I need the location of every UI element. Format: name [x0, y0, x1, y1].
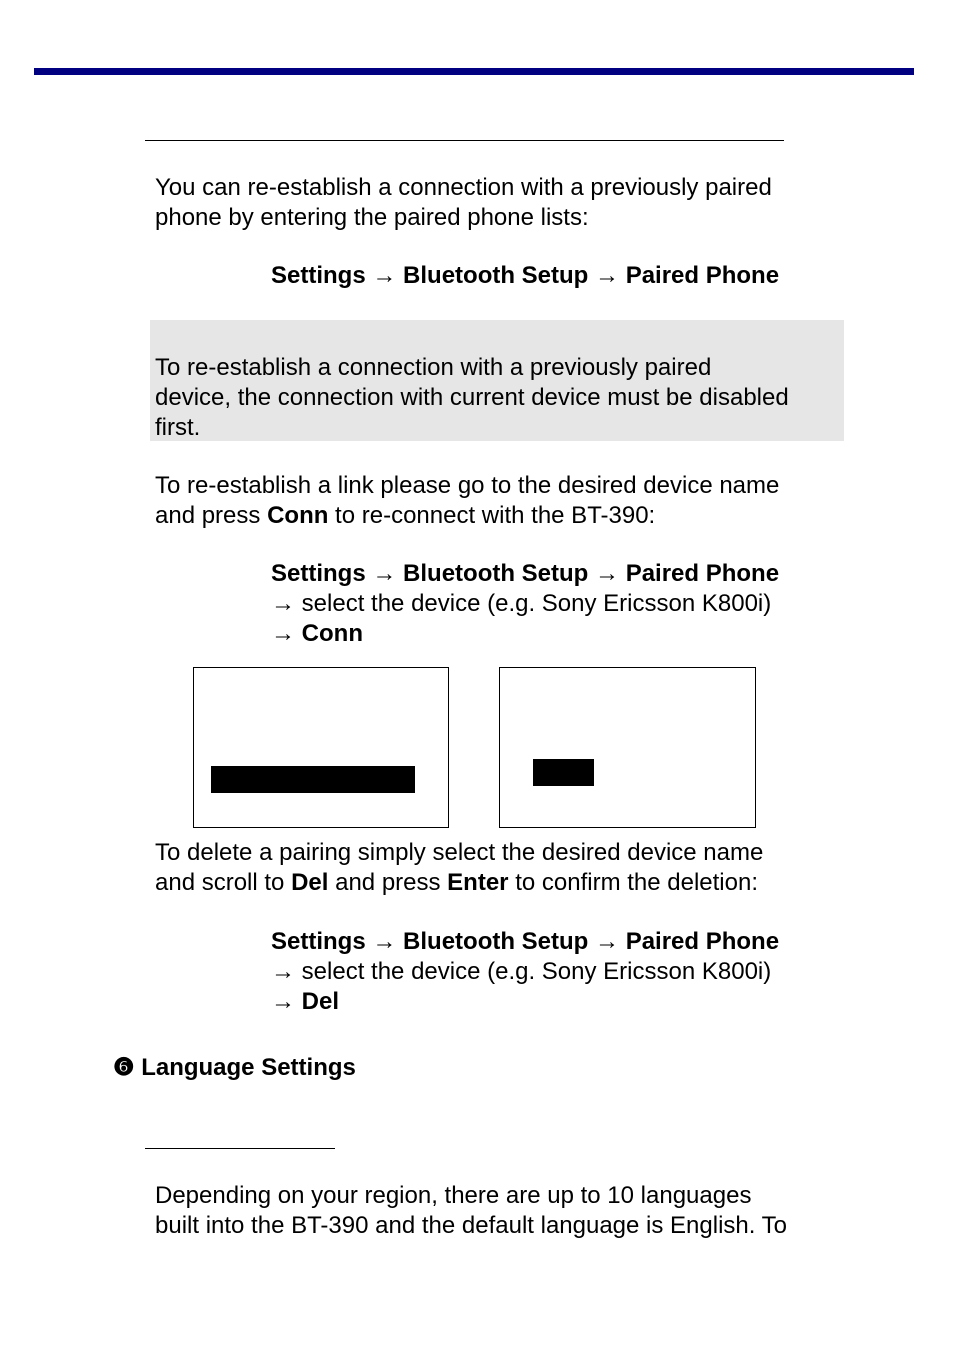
numbered-bullet-icon: ❻	[113, 1054, 135, 1081]
reconnect-intro: You can re-establish a connection with a previously paired phone by entering the paired phone lists:	[155, 174, 772, 231]
section-divider	[145, 140, 784, 141]
device-list-screen	[193, 667, 449, 828]
reconnect-instructions: To re-establish a link please go to the desired device name and press Conn to re-connect with the BT-390:	[155, 472, 780, 529]
selected-device-highlight	[211, 766, 415, 793]
delete-menu-path: Settings → Bluetooth Setup → Paired Phone → select the device (e.g. Sony Ericsson K800i) → Del	[271, 928, 780, 1015]
selected-option-highlight	[533, 759, 594, 786]
note-text: To re-establish a connection with a previously paired device, the connection with current device must be disabled first.	[155, 354, 789, 441]
menu-path: Settings → Bluetooth Setup → Paired Phone	[271, 262, 780, 289]
header-bar	[34, 68, 914, 75]
delete-instructions: To delete a pairing simply select the desired device name and scroll to Del and press Enter to confirm the deletion:	[155, 839, 764, 896]
device-options-screen	[499, 667, 756, 828]
language-intro: Depending on your region, there are up to 10 languages built into the BT-390 and the default language is English. To	[155, 1182, 788, 1239]
section-heading-text: Language Settings	[141, 1054, 356, 1081]
section-heading-language	[113, 1053, 356, 1083]
subsection-divider	[145, 1148, 335, 1149]
reconnect-menu-path: Settings → Bluetooth Setup → Paired Phone → select the device (e.g. Sony Ericsson K800i) → Conn	[271, 560, 780, 647]
